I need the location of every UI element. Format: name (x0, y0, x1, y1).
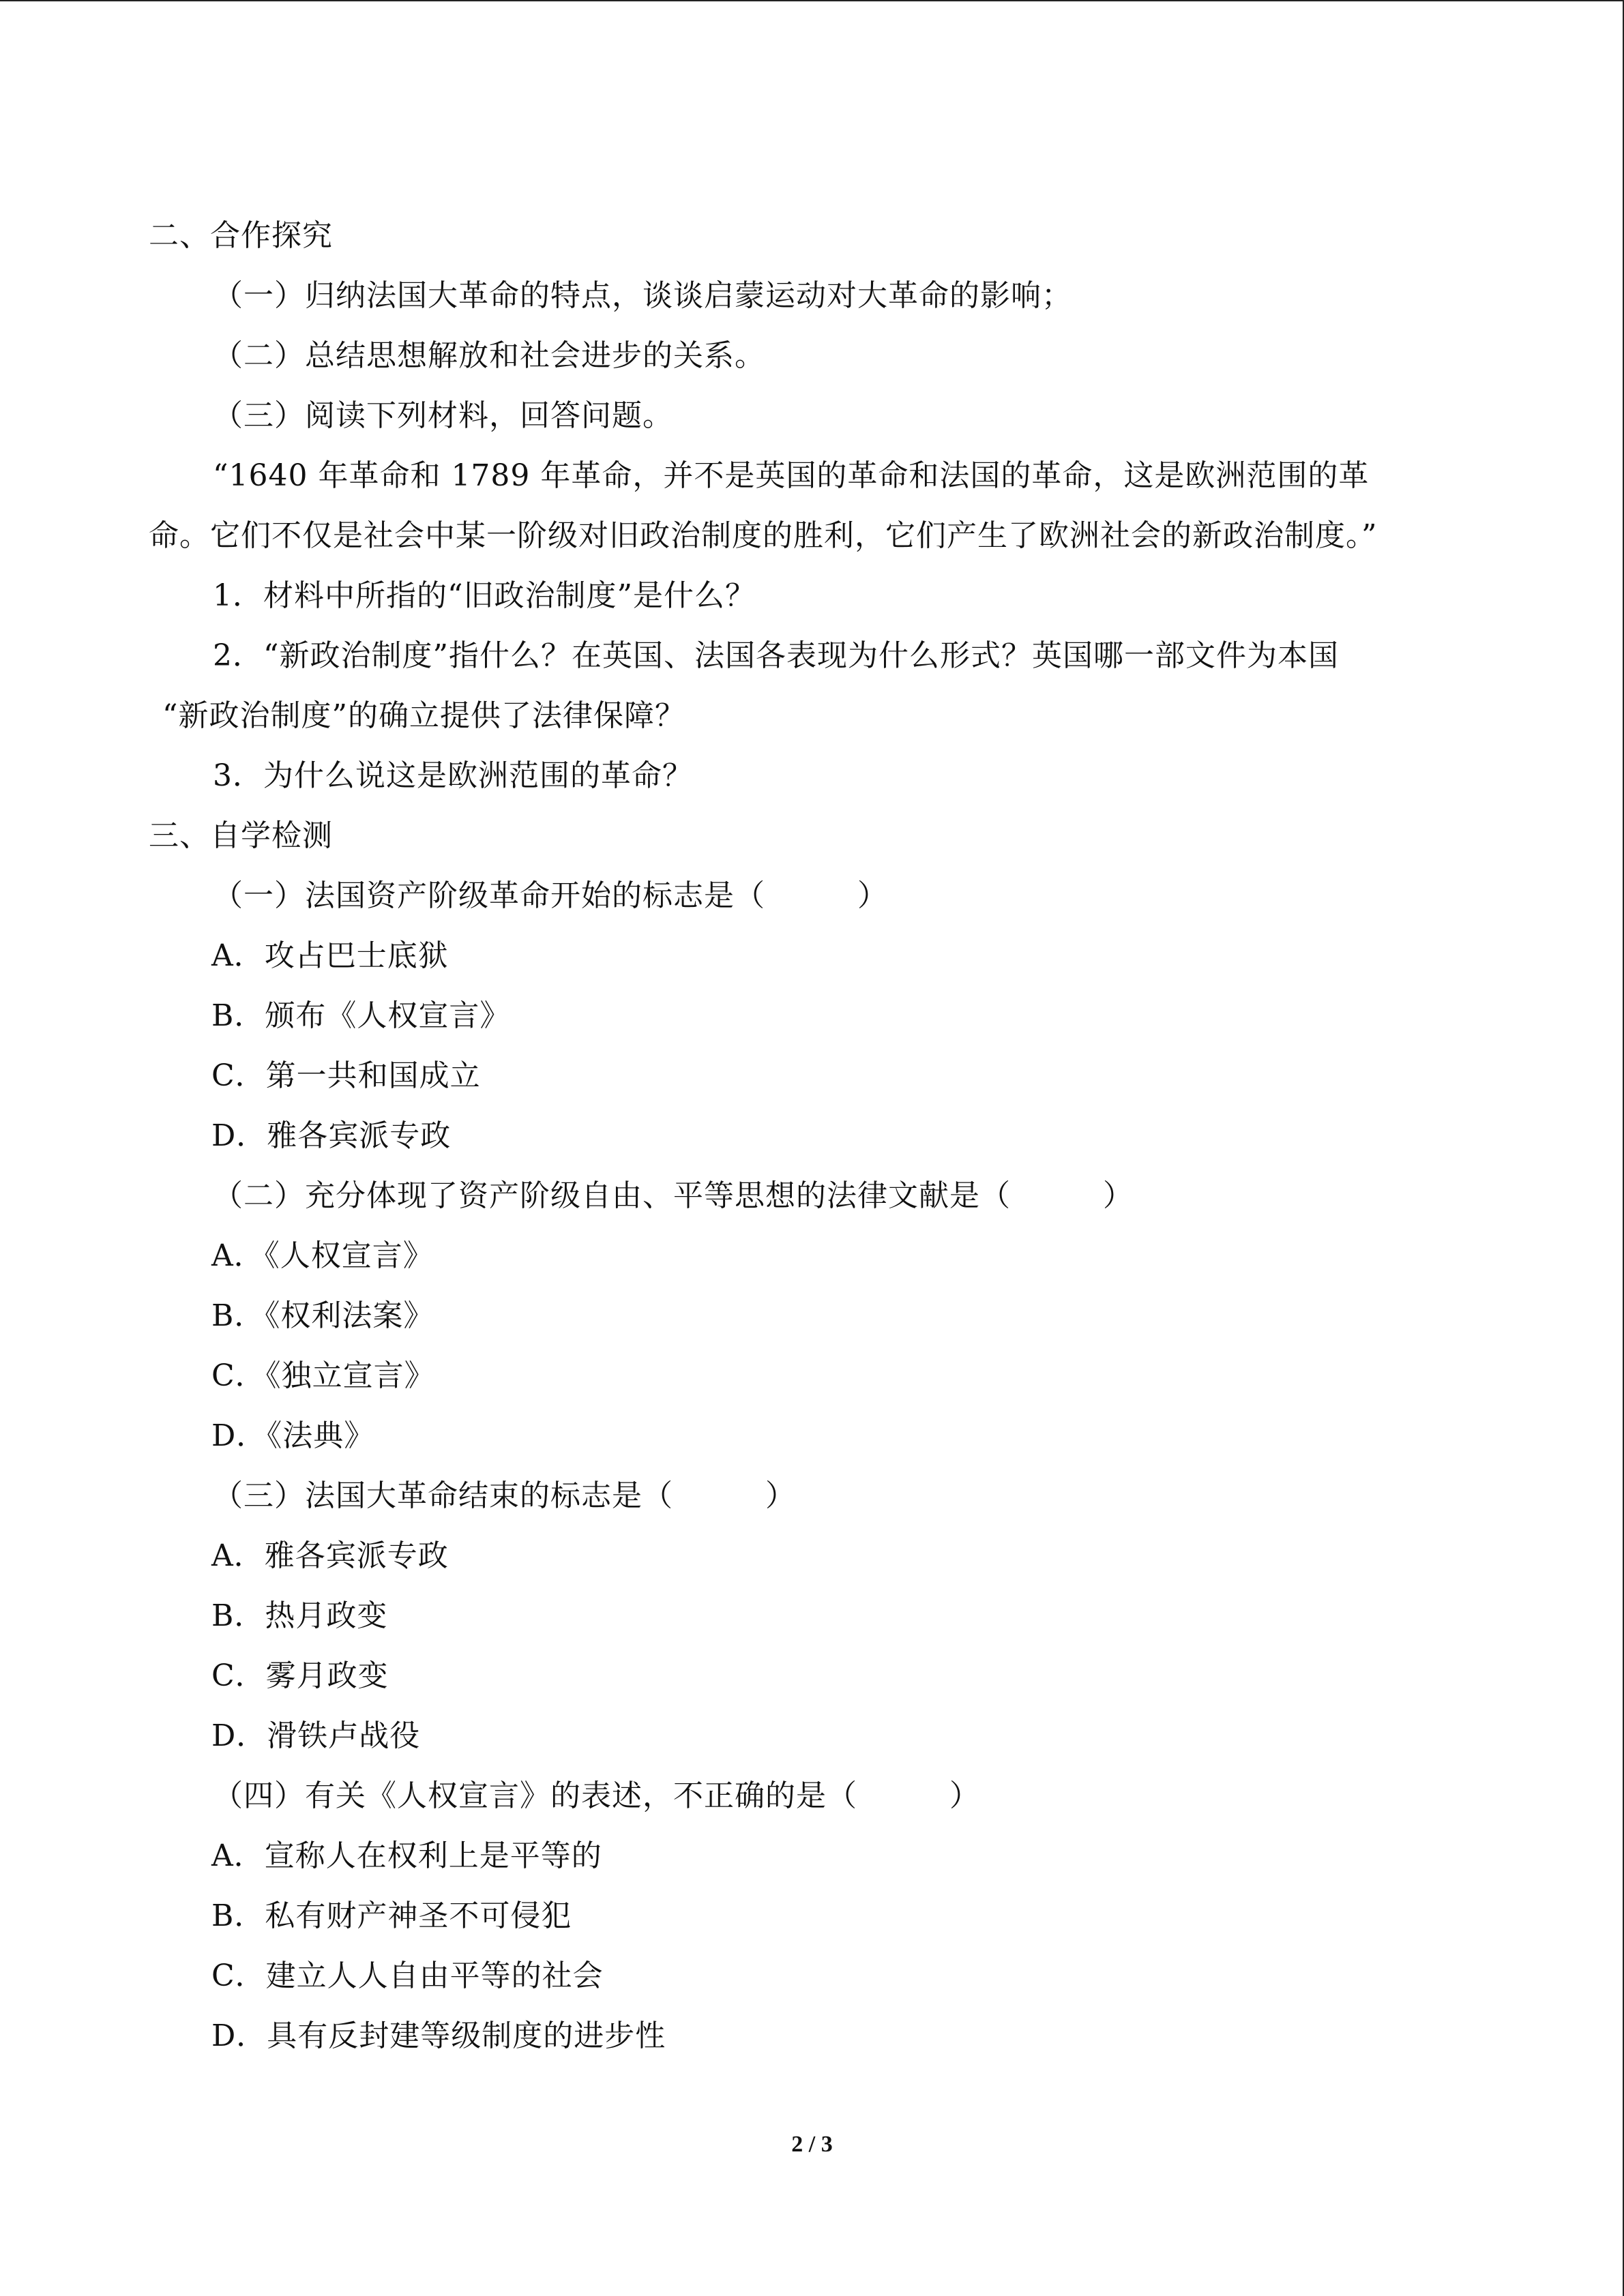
option-item: A．宣称人在权利上是平等的 (211, 1838, 602, 1873)
sub-question-2-line-1: 2．“新政治制度”指什么？在英国、法国各表现为什么形式？英国哪一部文件为本国 (213, 638, 1339, 673)
option-item: C．建立人人自由平等的社会 (211, 1958, 604, 1993)
option-item: A．攻占巴士底狱 (211, 938, 449, 973)
sub-question-1: 1．材料中所指的“旧政治制度”是什么？ (213, 578, 756, 613)
inquiry-question-2: （二）总结思想解放和社会进步的关系。 (213, 338, 765, 373)
option-item: B．《权利法案》 (211, 1298, 434, 1333)
option-item: D．滑铁卢战役 (211, 1718, 421, 1753)
page-number: 2 / 3 (791, 2132, 833, 2157)
option-item: A．《人权宣言》 (211, 1238, 434, 1273)
option-item: B．热月政变 (211, 1598, 388, 1633)
option-item: D．具有反封建等级制度的进步性 (211, 2018, 666, 2053)
question-stem: （二）充分体现了资产阶级自由、平等思想的法律文献是（ ） (213, 1178, 1134, 1213)
option-item: C．雾月政变 (211, 1658, 389, 1693)
option-item: B．私有财产神圣不可侵犯 (211, 1898, 572, 1933)
option-item: C．《独立宣言》 (211, 1358, 435, 1393)
inquiry-question-3: （三）阅读下列材料，回答问题。 (213, 398, 673, 433)
question-stem: （四）有关《人权宣言》的表述，不正确的是（ ） (213, 1778, 980, 1813)
question-stem: （一）法国资产阶级革命开始的标志是（ ） (213, 878, 888, 913)
option-item: B．颁布《人权宣言》 (211, 998, 511, 1033)
inquiry-question-1: （一）归纳法国大革命的特点，谈谈启蒙运动对大革命的影响； (213, 278, 1072, 313)
option-item: A．雅各宾派专政 (211, 1538, 449, 1573)
question-stem: （三）法国大革命结束的标志是（ ） (213, 1478, 796, 1513)
option-item: C．第一共和国成立 (211, 1058, 481, 1093)
option-item: D．《法典》 (211, 1418, 375, 1453)
sub-question-3: 3．为什么说这是欧洲范围的革命？ (213, 758, 693, 793)
section-heading-self-test: 三、自学检测 (149, 818, 333, 853)
quote-line-2: 命。它们不仅是社会中某一阶级对旧政治制度的胜利，它们产生了欧洲社会的新政治制度。” (149, 518, 1378, 553)
sub-question-2-line-2: “新政治制度”的确立提供了法律保障？ (162, 698, 685, 733)
section-heading-cooperative-inquiry: 二、合作探究 (149, 218, 333, 253)
quote-line-1: “1640 年革命和 1789 年革命，并不是英国的革命和法国的革命，这是欧洲范围的革 (213, 458, 1370, 493)
option-item: D．雅各宾派专政 (211, 1118, 452, 1153)
